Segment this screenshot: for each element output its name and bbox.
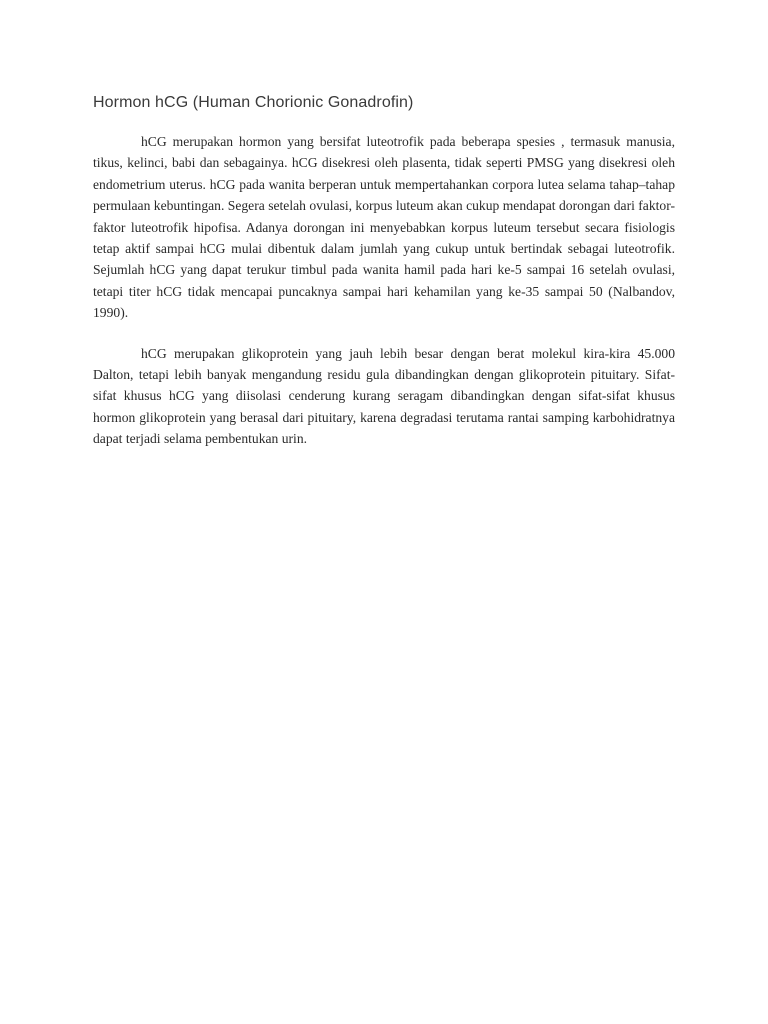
document-content <box>93 93 675 469</box>
paragraph-1: hCG merupakan hormon yang bersifat luteotrofik pada beberapa spesies , termasuk manusia, tikus, kelinci, babi dan sebagainya. hCG disekresi oleh plasenta, tidak seperti PMSG yang disekresi oleh endometrium uterus. hCG pada wanita berperan untuk mempertahankan corpora lutea selama tahap–tahap permulaan kebuntingan. Segera setelah ovulasi, korpus luteum akan cukup mendapat dorongan dari faktor-faktor luteotrofik hipofisa. Adanya dorongan ini menyebabkan korpus luteum tersebut secara fisiologis tetap aktif sampai hCG mulai dibentuk dalam jumlah yang cukup untuk bertindak sebagai luteotrofik. Sejumlah hCG yang dapat terukur timbul pada wanita hamil pada hari ke-5 sampai 16 setelah ovulasi, tetapi titer hCG tidak mencapai puncaknya sampai hari kehamilan yang ke-35 sampai 50 (Nalbandov, 1990). <box>93 134 675 321</box>
paragraph-2: hCG merupakan glikoprotein yang jauh lebih besar dengan berat molekul kira-kira 45.000 Dalton, tetapi lebih banyak mengandung residu gula dibandingkan dengan glikoprotein pituitary. Sifat-sifat khusus hCG yang diisolasi cenderung kurang seragam dibandingkan dengan sifat-sifat khusus hormon glikoprotein yang berasal dari pituitary, karena degradasi terutama rantai samping karbohidratnya dapat terjadi selama pembentukan urin. <box>93 345 675 447</box>
document-heading: Hormon hCG (Human Chorionic Gonadrofin) <box>93 94 414 111</box>
